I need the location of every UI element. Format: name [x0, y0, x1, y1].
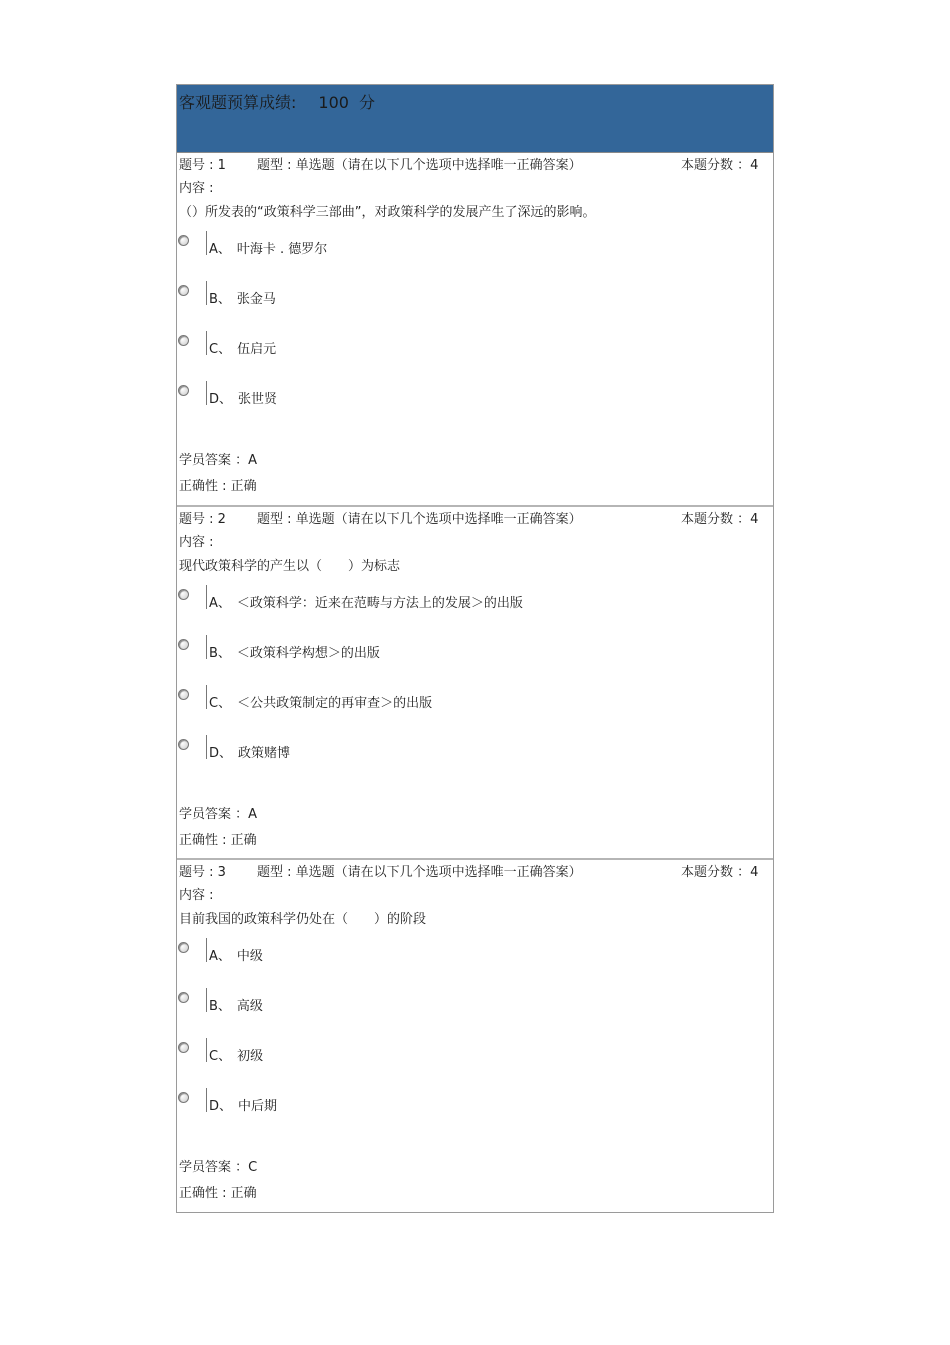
option-label: [209, 997, 263, 1017]
score-unit: 分: [358, 93, 375, 112]
student-answer: 学员答案 ：A: [179, 453, 258, 468]
question-points: 本题分数 ：4: [681, 158, 759, 173]
option-label: [209, 644, 380, 664]
option-label: [209, 694, 432, 714]
student-answer: 学员答案 ：A: [179, 807, 258, 822]
option-divider: [206, 685, 207, 709]
option-divider: [206, 1088, 207, 1112]
option-a[interactable]: [177, 230, 773, 280]
radio-button[interactable]: [178, 385, 189, 396]
radio-button[interactable]: [178, 992, 189, 1003]
option-letter: A、: [209, 242, 231, 257]
question-type: 题型 : 单选题（请在以下几个选项中选择唯一正确答案）: [257, 158, 582, 173]
option-divider: [206, 281, 207, 305]
option-divider: [206, 381, 207, 405]
question-points: 本题分数 ：4: [681, 865, 759, 880]
option-b[interactable]: [177, 280, 773, 330]
option-divider: [206, 988, 207, 1012]
option-label: [209, 947, 263, 967]
option-divider: [206, 635, 207, 659]
radio-button[interactable]: [178, 942, 189, 953]
radio-button[interactable]: [178, 335, 189, 346]
option-label: [209, 1047, 263, 1067]
option-text: 伍启元: [237, 342, 277, 357]
radio-button[interactable]: [178, 589, 189, 600]
option-text: 张金马: [236, 292, 276, 307]
option-text: ＜政策科学：近来在范畴与方法上的发展＞的出版: [236, 596, 523, 611]
option-divider: [206, 938, 207, 962]
option-c[interactable]: [177, 684, 773, 734]
option-text: 政策赌博: [238, 746, 291, 761]
option-c[interactable]: [177, 1037, 773, 1087]
question-meta: [177, 507, 773, 532]
option-letter: B、: [209, 292, 231, 307]
quiz-sheet: [176, 84, 774, 1213]
option-label: [209, 1097, 277, 1117]
option-letter: D、: [209, 392, 233, 407]
option-letter: C、: [209, 1049, 232, 1064]
option-divider: [206, 331, 207, 355]
option-label: [209, 340, 276, 360]
option-b[interactable]: [177, 634, 773, 684]
option-divider: [206, 585, 207, 609]
radio-button[interactable]: [178, 689, 189, 700]
radio-button[interactable]: [178, 639, 189, 650]
option-a[interactable]: [177, 937, 773, 987]
question-type: 题型 : 单选题（请在以下几个选项中选择唯一正确答案）: [257, 865, 582, 880]
question-stem: 目前我国的政策科学仍处在（ ）的阶段: [179, 912, 427, 927]
option-letter: A、: [209, 949, 231, 964]
content-label: 内容 :: [179, 181, 214, 196]
option-divider: [206, 735, 207, 759]
radio-button[interactable]: [178, 1042, 189, 1053]
option-text: ＜公共政策制定的再审查＞的出版: [237, 696, 433, 711]
option-c[interactable]: [177, 330, 773, 380]
option-divider: [206, 1038, 207, 1062]
student-answer: 学员答案 ：C: [179, 1160, 258, 1175]
option-d[interactable]: [177, 380, 773, 430]
question-block: [177, 860, 773, 1212]
option-letter: D、: [209, 746, 233, 761]
correctness: 正确性 : 正确: [179, 1186, 257, 1201]
option-text: 中级: [236, 949, 263, 964]
option-d[interactable]: [177, 1087, 773, 1137]
option-label: [209, 594, 523, 614]
question-block: [177, 153, 773, 507]
option-letter: B、: [209, 646, 231, 661]
question-stem: （）所发表的“政策科学三部曲”，对政策科学的发展产生了深远的影响。: [179, 205, 596, 220]
correctness: 正确性 : 正确: [179, 479, 257, 494]
question-meta: [177, 153, 773, 178]
question-points: 本题分数 ：4: [681, 512, 759, 527]
option-text: 叶海卡 . 德罗尔: [236, 242, 328, 257]
option-text: 张世贤: [238, 392, 278, 407]
question-stem: 现代政策科学的产生以（ ）为标志: [179, 559, 401, 574]
option-letter: B、: [209, 999, 231, 1014]
option-letter: C、: [209, 342, 232, 357]
content-label: 内容 :: [179, 888, 214, 903]
option-a[interactable]: [177, 584, 773, 634]
option-divider: [206, 231, 207, 255]
option-label: [209, 390, 277, 410]
radio-button[interactable]: [178, 235, 189, 246]
option-letter: A、: [209, 596, 231, 611]
option-text: ＜政策科学构想＞的出版: [236, 646, 380, 661]
option-label: [209, 744, 290, 764]
question-block: [177, 507, 773, 860]
option-d[interactable]: [177, 734, 773, 784]
radio-button[interactable]: [178, 285, 189, 296]
option-text: 中后期: [238, 1099, 278, 1114]
option-label: [209, 290, 276, 310]
content-label: 内容 :: [179, 535, 214, 550]
option-text: 初级: [237, 1049, 264, 1064]
score-value: 100: [318, 93, 349, 112]
radio-button[interactable]: [178, 739, 189, 750]
score-label: 客观题预算成绩:: [179, 93, 297, 112]
option-b[interactable]: [177, 987, 773, 1037]
question-number: 题号 : 1: [179, 158, 226, 173]
question-number: 题号 : 2: [179, 512, 226, 527]
radio-button[interactable]: [178, 1092, 189, 1103]
correctness: 正确性 : 正确: [179, 833, 257, 848]
question-meta: [177, 860, 773, 885]
question-number: 题号 : 3: [179, 865, 226, 880]
option-letter: C、: [209, 696, 232, 711]
option-text: 高级: [236, 999, 263, 1014]
option-label: [209, 240, 327, 260]
option-letter: D、: [209, 1099, 233, 1114]
score-header: [177, 85, 773, 153]
question-type: 题型 : 单选题（请在以下几个选项中选择唯一正确答案）: [257, 512, 582, 527]
